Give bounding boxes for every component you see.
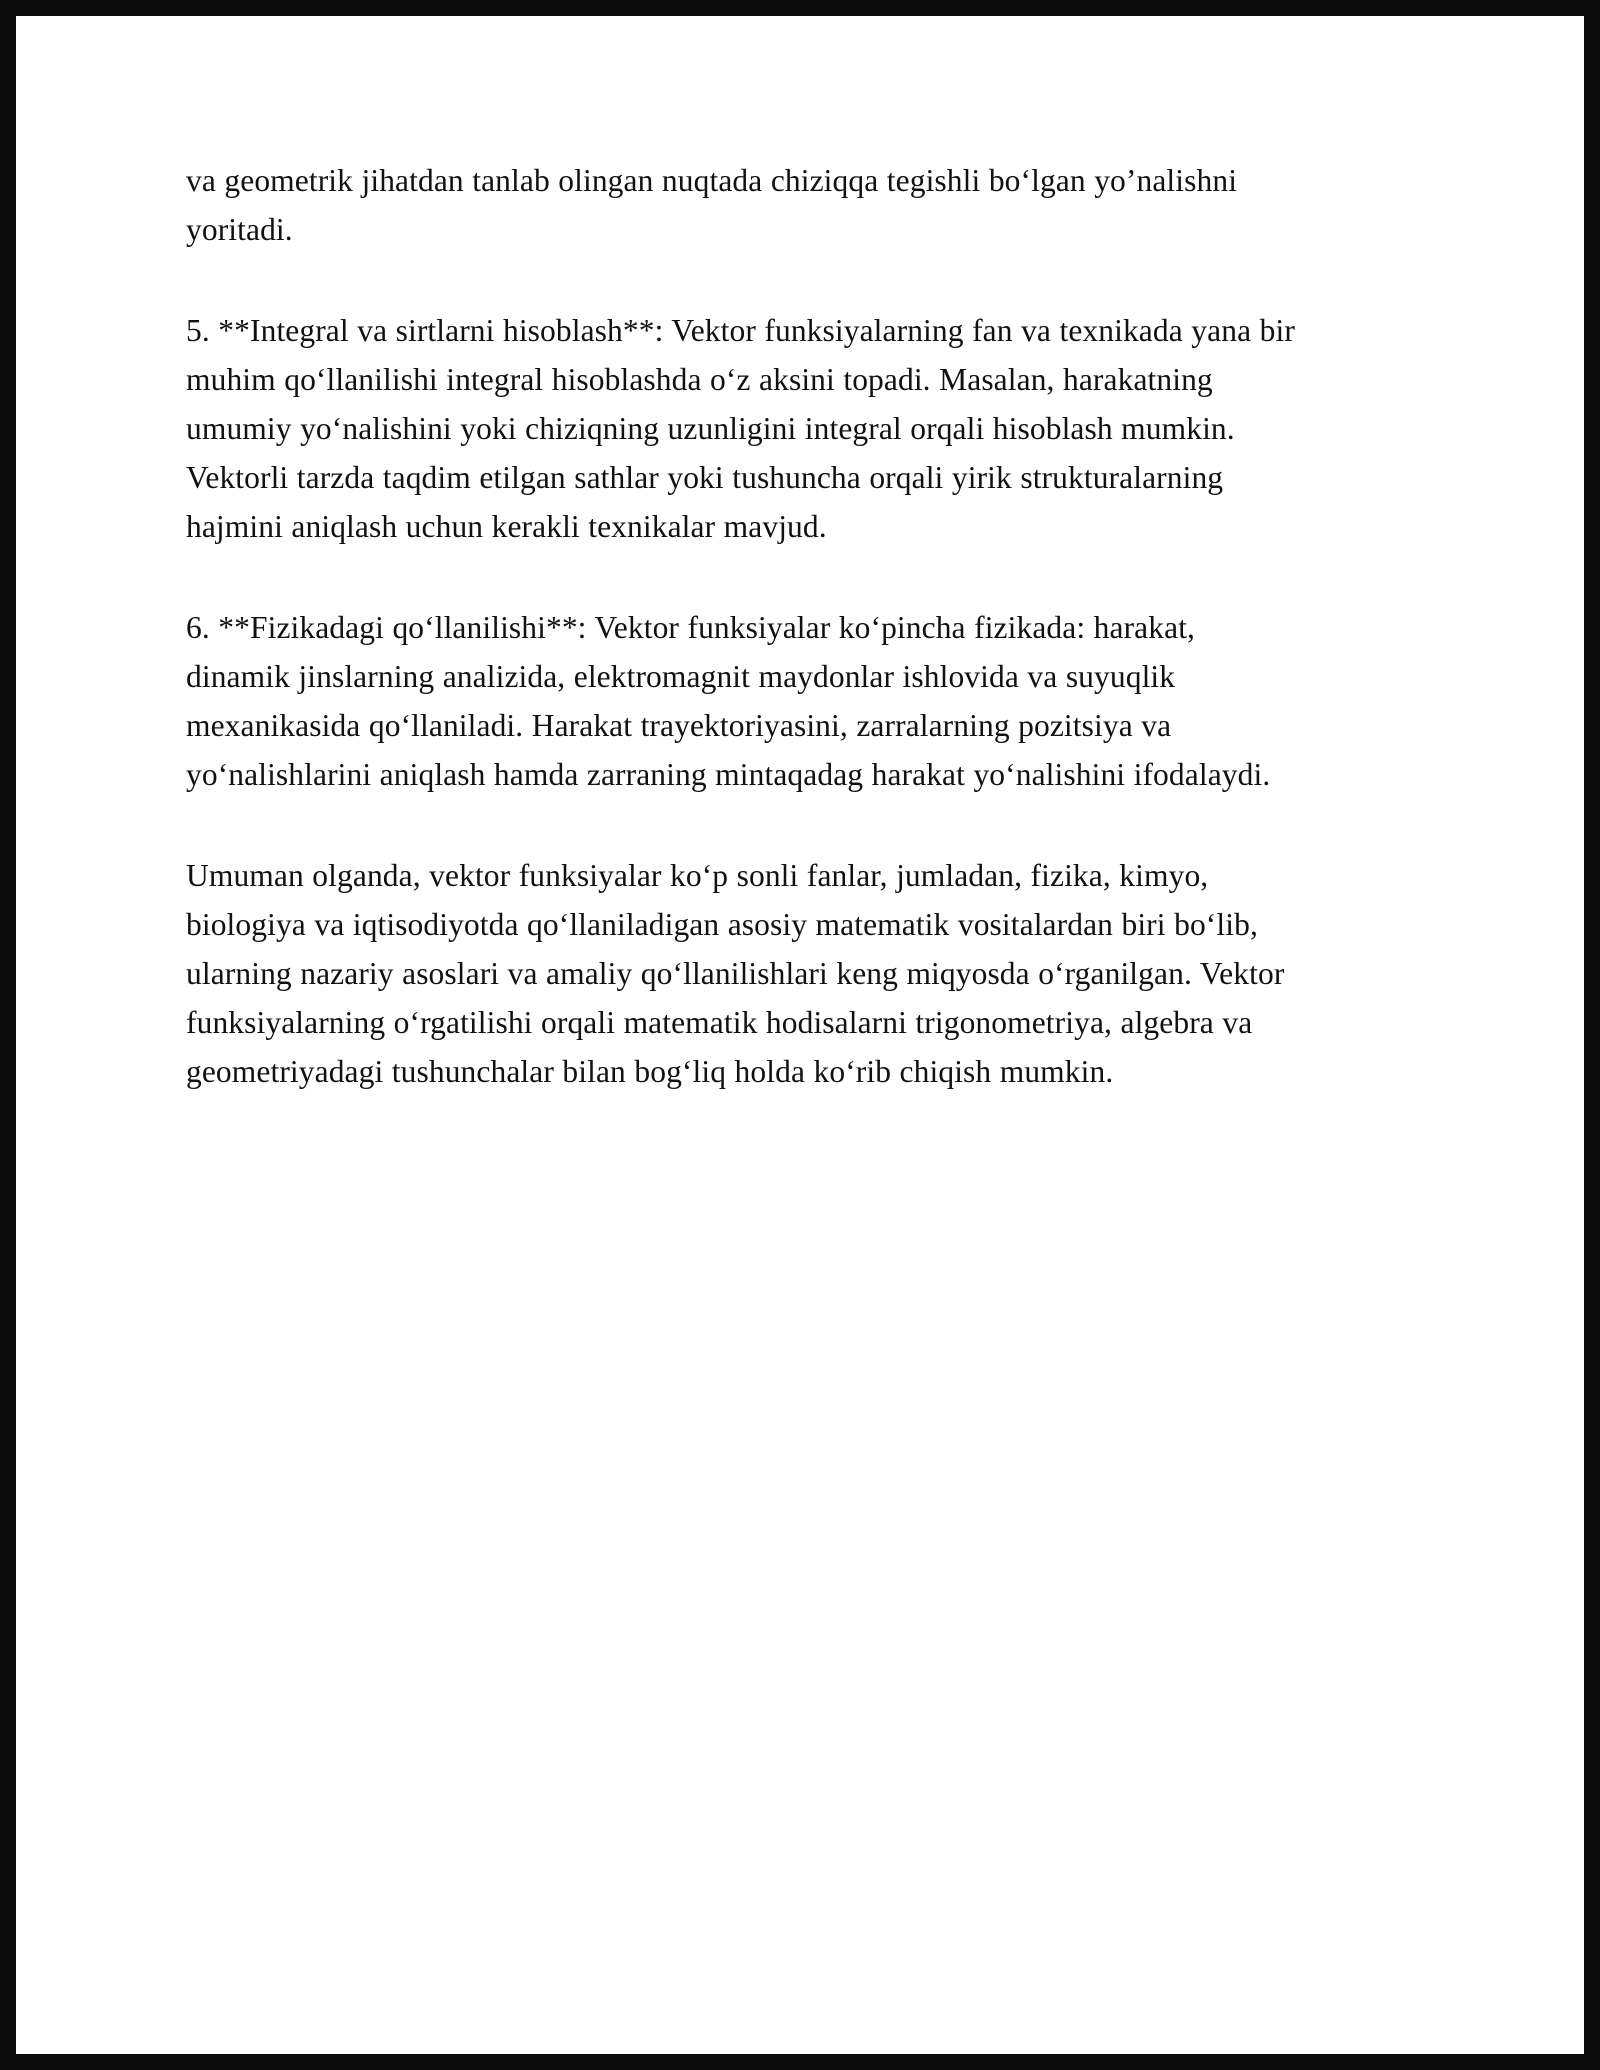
document-text-body [186, 156, 1306, 1096]
document-page [16, 16, 1584, 2054]
paragraph-item-5: 5. **Integral va sirtlarni hisoblash**: Vektor funksiyalarning fan va texnikada yana bir muhim qo‘llanilishi integral hisoblashda o‘z aksini topadi. Masalan, harakatning umumiy yo‘nalishini yoki chiziqning uzunligini integral orqali hisoblash mumkin. Vektorli tarzda taqdim etilgan sathlar yoki tushuncha orqali yirik strukturalarning hajmini aniqlash uchun kerakli texnikalar mavjud. [186, 313, 1304, 544]
paragraph-conclusion: Umuman olganda, vektor funksiyalar ko‘p sonli fanlar, jumladan, fizika, kimyo, biologiya va iqtisodiyotda qo‘llaniladigan asosiy matematik vositalardan biri bo‘lib, ularning nazariy asoslari va amaliy qo‘llanilishlari keng miqyosda o‘rganilgan. Vektor funksiyalarning o‘rgatilishi orqali matematik hodisalarni trigonometriya, algebra va geometriyadagi tushunchalar bilan bog‘liq holda ko‘rib chiqish mumkin. [186, 858, 1293, 1089]
paragraph-item-6: 6. **Fizikadagi qo‘llanilishi**: Vektor funksiyalar ko‘pincha fizikada: harakat, dinamik jinslarning analizida, elektromagnit maydonlar ishlovida va suyuqlik mexanikasida qo‘llaniladi. Harakat trayektoriyasini, zarralarning pozitsiya va yo‘nalishlarini aniqlash hamda zarraning mintaqadag harakat yo‘nalishini ifodalaydi. [186, 610, 1271, 792]
paragraph-continuation: va geometrik jihatdan tanlab olingan nuqtada chiziqqa tegishli bo‘lgan yo’nalishni yoritadi. [186, 163, 1246, 247]
document-border [10, 10, 1590, 2060]
